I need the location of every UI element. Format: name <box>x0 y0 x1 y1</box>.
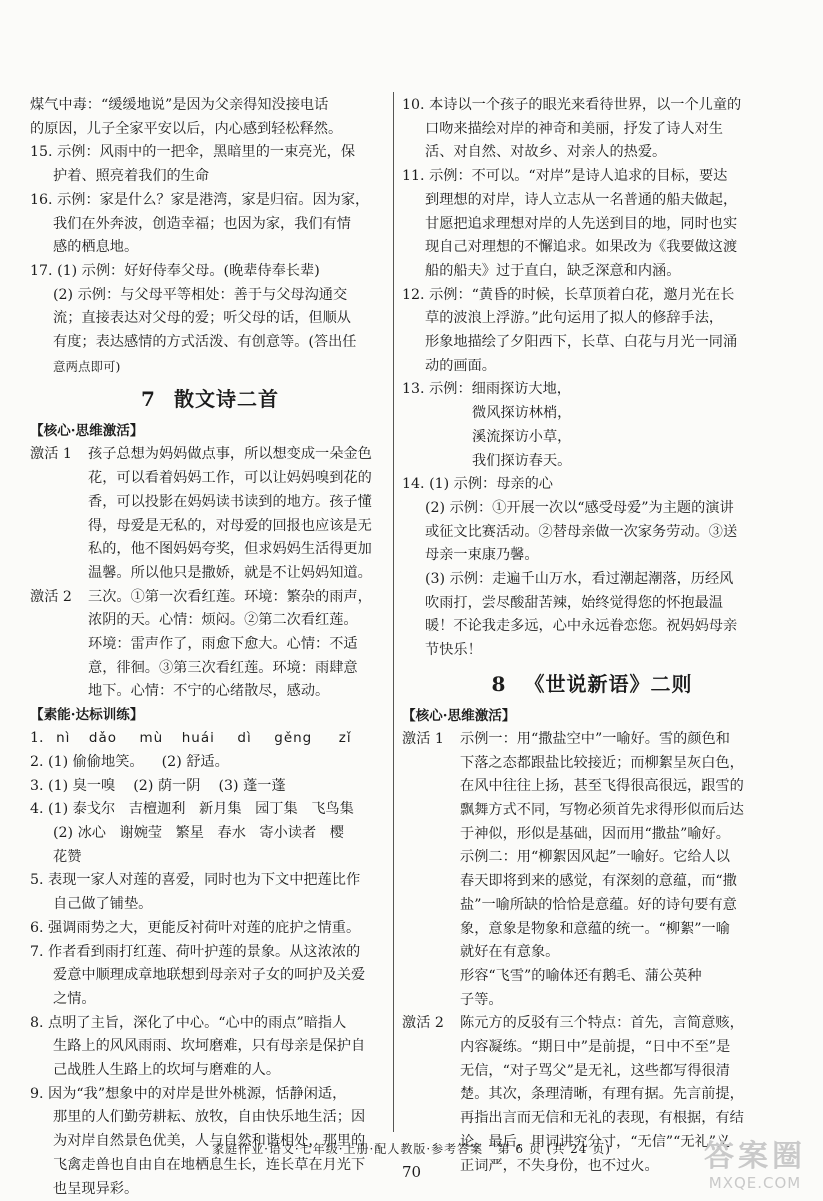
text-line: 7. 作者看到雨打红莲、荷叶护莲的景象。从这浓浓的 <box>30 943 361 960</box>
text-line: 那里的人们勤劳耕耘、放牧，自由快乐地生活；因 <box>53 1109 366 1126</box>
text-line: 17. (1) 示例：好好侍奉父母。(晚辈侍奉长辈) <box>30 262 320 279</box>
pinyin: gěng <box>274 730 313 747</box>
text-line: 草的波浪上浮游。”此句运用了拟人的修辞手法， <box>425 310 724 327</box>
skill-8 <box>30 1012 390 1083</box>
pinyin: huái <box>181 730 215 747</box>
scan-smudge <box>370 10 490 40</box>
title-text: 《世说新语》二则 <box>524 671 693 696</box>
text-line: 三次。①第一次看红莲。环境：繁杂的雨声， <box>88 588 372 605</box>
text-line: 意，徘徊。③第三次看红莲。环境：雨肆意 <box>88 659 358 676</box>
text-line: 节快乐！ <box>425 642 482 659</box>
text-line: 春天即将到来的感觉，有深刻的意蕴，而“撒 <box>460 873 737 890</box>
text-line: (2) 示例：①开展一次以“感受母爱”为主题的演讲 <box>425 499 734 516</box>
text-line: 11. 示例：不可以。“对岸”是诗人追求的目标，要达 <box>402 168 728 185</box>
text-line: 护着、照亮着我们的生命 <box>53 168 210 185</box>
section-title-7 <box>30 384 390 414</box>
title-text: 散文诗二首 <box>173 387 279 412</box>
text-line: 吹雨打，尝尽酸甜苦辣，始终觉得您的怀抱最温 <box>425 594 723 611</box>
text-line: 子等。 <box>460 991 503 1008</box>
text-line: 意两点即可) <box>53 358 121 374</box>
poem-line: 溪流探访小草， <box>472 428 572 445</box>
text-line: 也呈现异彩。 <box>53 1180 139 1197</box>
text-line: 船的船夫》过于直白，缺乏深意和内涵。 <box>425 262 681 279</box>
text-line: 香，可以投影在妈妈读书读到的地方。孩子懂 <box>88 493 372 510</box>
text-line: 示例一：用“撒盐空中”一喻好。雪的颜色和 <box>460 730 730 747</box>
text-line: 就好在有意象。 <box>460 944 560 961</box>
text-line: (2) 冰心 谢婉莹 繁星 春水 寄小读者 樱 <box>53 824 344 841</box>
skill-2: 2. (1) 偷偷地笑。 (2) 舒适。 <box>30 753 229 770</box>
text-line: 13. 示例：细雨探访大地， <box>402 381 571 398</box>
text-line: 于神似，形似是基础，因而用“撒盐”喻好。 <box>460 825 730 842</box>
skill-7 <box>30 941 390 1012</box>
text-line: 10. 本诗以一个孩子的眼光来看待世界，以一个儿童的 <box>402 97 742 113</box>
section-heading: 【核心·思维激活】 <box>30 423 144 440</box>
pinyin: mù <box>139 730 164 747</box>
watermark-logo-text: 答案圈 <box>704 1139 806 1174</box>
title-number: 7 <box>141 387 156 412</box>
text-line: 无信，“对子骂父”是无礼，这些都写得很清 <box>460 1062 730 1079</box>
text-line: 地下。心情：不宁的心绪散尽，感动。 <box>88 683 330 700</box>
activation-1 <box>402 728 782 1012</box>
text-line: 楚。其次，条理清晰，有理有据。先言前提， <box>460 1086 744 1103</box>
text-line: 飘舞方式不同，写物必须首先求得形似而后达 <box>460 801 744 818</box>
text-line: 14. (1) 示例：母亲的心 <box>402 476 553 493</box>
activation-2 <box>30 586 390 705</box>
text-line: 5. 表现一家人对莲的喜爱，同时也为下文中把莲比作 <box>30 872 361 889</box>
pinyin: nì <box>56 730 71 747</box>
text-line: 形象地描绘了夕阳西下，长草、白花与月光一同涌 <box>425 334 738 351</box>
text-line: 盐”一喻所缺的恰恰是意蕴。好的诗句要有意 <box>460 896 737 913</box>
activation-1 <box>30 443 390 585</box>
text-line: 论。最后，用词讲究分寸，“无信”“无礼”义 <box>460 1133 731 1150</box>
text-line: 或征文比赛活动。②替母亲做一次家务劳动。③送 <box>425 523 738 540</box>
text-line: 浓阴的天。心情：烦闷。②第二次看红莲。 <box>88 612 358 629</box>
answer-10 <box>402 94 782 165</box>
activation-label: 激活 2 <box>30 588 72 605</box>
text-line: 孩子总想为妈妈做点事，所以想变成一朵金色 <box>88 446 372 463</box>
text-line: 煤气中毒：“缓缓地说”是因为父亲得知没接电话 <box>30 97 329 113</box>
section-heading: 【核心·思维激活】 <box>402 707 516 724</box>
title-number: 8 <box>491 671 507 696</box>
text-line: 生路上的风风雨雨、坎坷磨难，只有母亲是保护自 <box>53 1038 366 1055</box>
skill-3: 3. (1) 臭一嗅 (2) 荫一阴 (3) 蓬一蓬 <box>30 777 286 794</box>
text-line: 之情。 <box>53 990 96 1007</box>
text-line: 示例二：用“柳絮因风起”一喻好。它给人以 <box>460 849 730 866</box>
section-title-8 <box>402 669 782 699</box>
text-line: 象，意象是物象和意蕴的统一。“柳絮”一喻 <box>460 920 730 937</box>
text-line: 爱意中顺理成章地联想到母亲对子女的呵护及关爱 <box>53 967 366 984</box>
text-line: (2) 示例：与父母平等相处：善于与父母沟通交 <box>53 286 348 303</box>
text-line: 流；直接表达对父母的爱；听父母的话，但顺从 <box>53 310 351 327</box>
activation-label: 激活 1 <box>402 730 444 747</box>
text-line: 私的，他不图妈妈夸奖，但求妈妈生活得更加 <box>88 541 372 558</box>
text-line: 口吻来描绘对岸的神奇和美丽，抒发了诗人对生 <box>425 120 723 137</box>
text-line: 再指出言而无信和无礼的表现，有根据，有结 <box>460 1110 744 1127</box>
text-line: 有度；表达感情的方式活泼、有创意等。(答出任 <box>53 334 357 351</box>
text-line: 内容凝练。“期日中”是前提，“日中不至”是 <box>460 1039 731 1056</box>
text-line: 形容“飞雪”的喻体还有鹅毛、蒲公英种 <box>460 967 702 984</box>
skill-1-pinyin <box>30 727 390 751</box>
text-line: 飞禽走兽也自由自在地栖息生长，连长草在月光下 <box>53 1156 366 1173</box>
text-line: 动的画面。 <box>425 357 496 374</box>
text-line: 现自己对理想的不懈追求。如果改为《我要做这渡 <box>425 239 738 256</box>
text-line: 得，母爱是无私的，对母爱的回报也应该是无 <box>88 517 372 534</box>
watermark-url: MXQE.COM <box>708 1174 802 1192</box>
answer-16 <box>30 189 390 260</box>
page-number: 70 <box>401 1163 422 1181</box>
page-footer: 家庭作业·语文·七年级·上册·配人教版·参考答案 第 6 页 (共 24 页) <box>212 1142 611 1156</box>
text-line: 花，可以看着妈妈工作，可以让妈妈嗅到花的 <box>88 470 372 487</box>
intro-text <box>30 94 390 141</box>
answer-12 <box>402 284 782 379</box>
text-line: 己战胜人生路上的坎坷与磨难的人。 <box>53 1062 281 1079</box>
text-line: 花赞 <box>53 848 82 865</box>
pinyin: dǎo <box>88 730 117 747</box>
skill-5 <box>30 869 390 916</box>
activation-label: 激活 1 <box>30 446 72 463</box>
text-line: 甘愿把追求理想对岸的人先送到目的地，同时也实 <box>425 215 738 232</box>
text-line: 活、对自然、对故乡、对亲人的热爱。 <box>425 144 667 161</box>
text-line: (3) 示例：走遍千山万水，看过潮起潮落，历经风 <box>425 571 734 588</box>
skill-4 <box>30 798 390 869</box>
text-line: 4. (1) 泰戈尔 吉檀迦利 新月集 园丁集 飞鸟集 <box>30 801 354 818</box>
text-line: 温馨。所以他只是撒娇，就是不让妈妈知道。 <box>88 564 372 581</box>
section-heading: 【素能·达标训练】 <box>30 707 144 724</box>
text-line: 为对岸自然景色优美，人与自然和谐相处，那里的 <box>53 1133 366 1150</box>
text-line: 到理想的对岸，诗人立志从一名普通的船夫做起， <box>425 191 738 208</box>
activation-label: 激活 2 <box>402 1015 444 1032</box>
text-line: 9. 因为“我”想象中的对岸是世外桃源，恬静闲适， <box>30 1085 347 1102</box>
item-number: 1. <box>30 730 44 747</box>
answer-15 <box>30 141 390 188</box>
text-line: 在风中往往上扬，甚至飞得很高很远，跟雪的 <box>460 778 744 795</box>
text-line: 环境：雷声作了，雨愈下愈大。心情：不适 <box>88 636 358 653</box>
text-line: 我们在外奔波，创造幸福；也因为家，我们有情 <box>53 215 351 232</box>
pinyin: dì <box>237 730 252 747</box>
text-line: 母亲一束康乃馨。 <box>425 547 539 564</box>
text-line: 陈元方的反驳有三个特点：首先，言简意赅， <box>460 1015 744 1032</box>
text-line: 的原因，儿子全家平安以后，内心感到轻松释然。 <box>30 120 343 137</box>
answer-14 <box>402 473 782 663</box>
text-line: 暖！不论我走多远，心中永远眷恋您。祝妈妈母亲 <box>425 618 738 635</box>
answer-17 <box>30 260 390 379</box>
text-line: 16. 示例：家是什么？家是港湾，家是归宿。因为家， <box>30 191 370 208</box>
text-line: 自己做了铺垫。 <box>53 896 153 913</box>
watermark <box>695 1140 815 1200</box>
text-line: 15. 示例：风雨中的一把伞，黑暗里的一束亮光，保 <box>30 144 356 161</box>
text-line: 8. 点明了主旨，深化了中心。“心中的雨点”暗指人 <box>30 1014 347 1031</box>
column-divider <box>393 92 394 1132</box>
skill-6: 6. 强调雨势之大，更能反衬荷叶对莲的庇护之情重。 <box>30 919 361 936</box>
text-line: 下落之态都跟盐比较接近；而柳絮呈灰白色， <box>460 754 744 771</box>
poem-line: 微风探访林梢， <box>472 405 572 422</box>
pinyin: zǐ <box>338 730 352 747</box>
right-column <box>402 94 782 1178</box>
text-line: 12. 示例：“黄昏的时候，长草顶着白花，邀月光在长 <box>402 286 735 303</box>
left-column <box>30 94 390 1201</box>
text-line: 正词严，不失身份，也不过火。 <box>460 1157 659 1174</box>
answer-13 <box>402 378 782 473</box>
text-line: 感的栖息地。 <box>53 239 139 256</box>
answer-11 <box>402 165 782 284</box>
poem-line: 我们探访春天。 <box>472 452 572 469</box>
